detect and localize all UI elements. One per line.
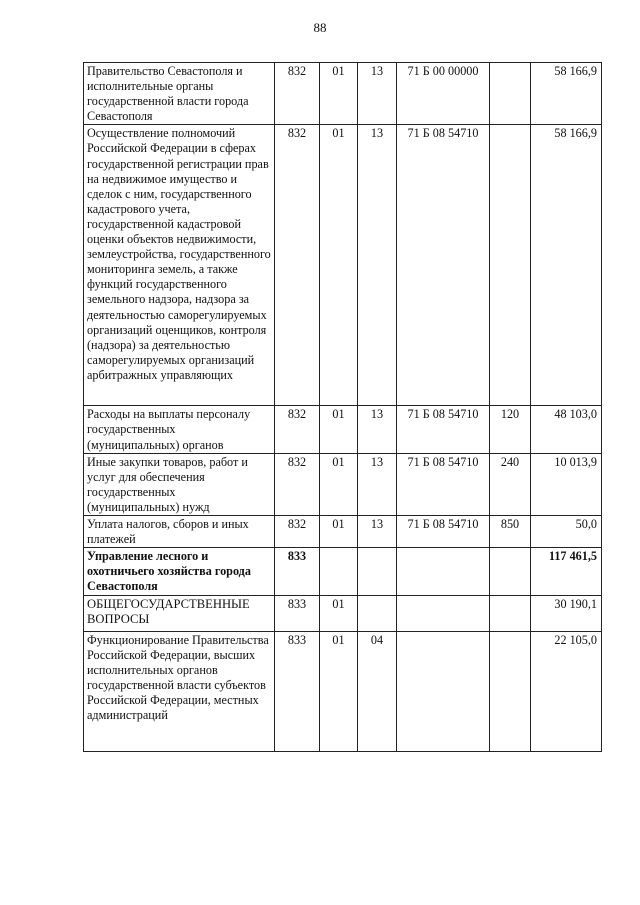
- row-amount: 58 166,9: [531, 125, 602, 406]
- row-target-article-code: [397, 595, 490, 631]
- row-subsection-code: [358, 548, 397, 595]
- row-department-code: 833: [275, 631, 320, 751]
- table-row: [84, 406, 602, 453]
- row-section-code: 01: [320, 595, 358, 631]
- row-expense-type-code: [490, 595, 531, 631]
- table-row: [84, 631, 602, 751]
- row-section-code: 01: [320, 631, 358, 751]
- row-department-code: 833: [275, 548, 320, 595]
- row-subsection-code: 04: [358, 631, 397, 751]
- row-department-code: 832: [275, 516, 320, 548]
- row-target-article-code: 71 Б 08 54710: [397, 516, 490, 548]
- row-amount: 50,0: [531, 516, 602, 548]
- row-name: Расходы на выплаты персоналу государственных (муниципальных) органов: [84, 406, 275, 453]
- row-department-code: 832: [275, 406, 320, 453]
- row-department-code: 833: [275, 595, 320, 631]
- budget-table: [83, 62, 602, 752]
- row-department-code: 832: [275, 453, 320, 515]
- row-section-code: 01: [320, 406, 358, 453]
- row-name: Осуществление полномочий Российской Федерации в сферах государственной регистрации прав на недвижимое имущество и сделок с ним, государственного кадастрового учета, государственной кадастровой оценки объектов недвижимости, землеустройства, государственного мониторинга земель, а также функций государственного земельного надзора, надзора за деятельностью саморегулируемых организаций оценщиков, контроля (надзора) за деятельностью саморегулируемых организаций арбитражных управляющих: [84, 125, 275, 406]
- row-subsection-code: 13: [358, 125, 397, 406]
- row-name: Уплата налогов, сборов и иных платежей: [84, 516, 275, 548]
- row-target-article-code: [397, 631, 490, 751]
- table-row: [84, 548, 602, 595]
- table-row: [84, 63, 602, 125]
- row-expense-type-code: [490, 631, 531, 751]
- row-expense-type-code: [490, 548, 531, 595]
- row-amount: 22 105,0: [531, 631, 602, 751]
- row-expense-type-code: [490, 125, 531, 406]
- row-section-code: 01: [320, 516, 358, 548]
- row-section-code: [320, 548, 358, 595]
- row-amount: 58 166,9: [531, 63, 602, 125]
- row-section-code: 01: [320, 453, 358, 515]
- row-name: Иные закупки товаров, работ и услуг для обеспечения государственных (муниципальных) нужд: [84, 453, 275, 515]
- row-subsection-code: 13: [358, 453, 397, 515]
- budget-table-container: [83, 62, 602, 752]
- row-target-article-code: 71 Б 08 54710: [397, 406, 490, 453]
- row-subsection-code: 13: [358, 63, 397, 125]
- row-section-code: 01: [320, 63, 358, 125]
- page-number: 88: [313, 20, 327, 35]
- row-department-code: 832: [275, 125, 320, 406]
- row-subsection-code: 13: [358, 516, 397, 548]
- row-name: ОБЩЕГОСУДАРСТВЕННЫЕ ВОПРОСЫ: [84, 595, 275, 631]
- row-expense-type-code: 850: [490, 516, 531, 548]
- row-name: Правительство Севастополя и исполнительные органы государственной власти города Севастополя: [84, 63, 275, 125]
- table-row: [84, 453, 602, 515]
- row-amount: 117 461,5: [531, 548, 602, 595]
- row-amount: 48 103,0: [531, 406, 602, 453]
- row-department-code: 832: [275, 63, 320, 125]
- row-expense-type-code: 120: [490, 406, 531, 453]
- row-expense-type-code: [490, 63, 531, 125]
- row-expense-type-code: 240: [490, 453, 531, 515]
- row-target-article-code: [397, 548, 490, 595]
- row-target-article-code: 71 Б 00 00000: [397, 63, 490, 125]
- row-section-code: 01: [320, 125, 358, 406]
- row-name: Управление лесного и охотничьего хозяйства города Севастополя: [84, 548, 275, 595]
- row-amount: 10 013,9: [531, 453, 602, 515]
- row-target-article-code: 71 Б 08 54710: [397, 125, 490, 406]
- row-subsection-code: 13: [358, 406, 397, 453]
- row-name: Функционирование Правительства Российской Федерации, высших исполнительных органов государственной власти субъектов Российской Федерации, местных администраций: [84, 631, 275, 751]
- table-row: [84, 595, 602, 631]
- row-subsection-code: [358, 595, 397, 631]
- table-row: [84, 516, 602, 548]
- table-row: [84, 125, 602, 406]
- row-target-article-code: 71 Б 08 54710: [397, 453, 490, 515]
- row-amount: 30 190,1: [531, 595, 602, 631]
